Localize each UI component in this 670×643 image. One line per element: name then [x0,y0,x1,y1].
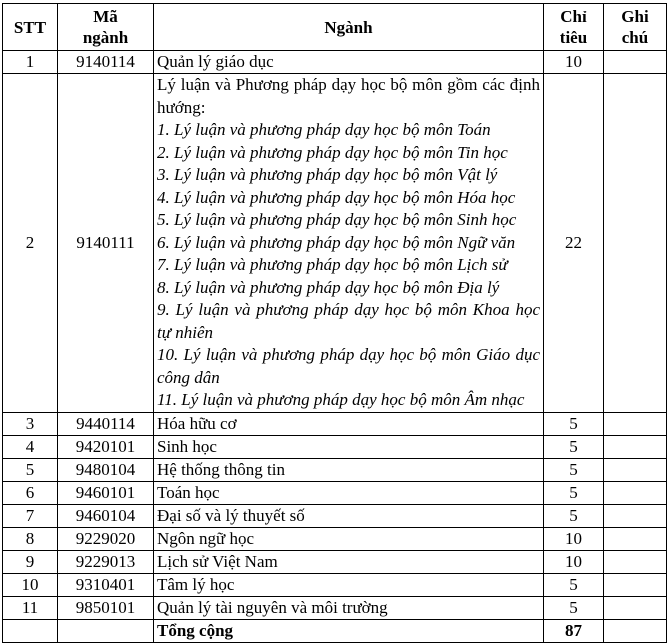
row-stt: 3 [3,412,58,435]
table-row [3,412,667,435]
row-code: 9460101 [58,481,154,504]
row-note [604,550,667,573]
row-code: 9440114 [58,412,154,435]
row-quota: 22 [544,74,604,413]
row-stt: 10 [3,573,58,596]
table-row [3,435,667,458]
row-note [604,412,667,435]
total-label: Tổng cộng [154,619,544,642]
row-code: 9140111 [58,74,154,413]
table-row [3,504,667,527]
row-code: 9310401 [58,573,154,596]
major-description: Lý luận và Phương pháp dạy học bộ môn gồm các định hướng: [157,75,540,117]
header-stt: STT [3,4,58,51]
row-quota: 10 [544,527,604,550]
header-quota: Chỉ tiêu [544,4,604,51]
row-note [604,481,667,504]
total-note [604,619,667,642]
row-note [604,596,667,619]
row-quota: 5 [544,481,604,504]
row-code: 9420101 [58,435,154,458]
row-major: Hệ thống thông tin [154,458,544,481]
row-note [604,74,667,413]
row-stt: 5 [3,458,58,481]
row-note [604,51,667,74]
row-stt: 8 [3,527,58,550]
row-major: Toán học [154,481,544,504]
table-row [3,74,667,413]
table-row [3,573,667,596]
total-quota: 87 [544,619,604,642]
orientation-item: 11. Lý luận và phương pháp dạy học bộ môn Âm nhạc [157,390,525,409]
row-code: 9480104 [58,458,154,481]
row-quota: 10 [544,550,604,573]
row-note [604,527,667,550]
row-major: Sinh học [154,435,544,458]
row-major: Lịch sử Việt Nam [154,550,544,573]
row-code: 9229020 [58,527,154,550]
row-stt: 1 [3,51,58,74]
orientation-item: 3. Lý luận và phương pháp dạy học bộ môn Vật lý [157,165,498,184]
row-quota: 5 [544,573,604,596]
row-quota: 5 [544,435,604,458]
row-code: 9229013 [58,550,154,573]
row-stt: 11 [3,596,58,619]
header-major-code: Mã ngành [58,4,154,51]
row-major: Đại số và lý thuyết số [154,504,544,527]
table-row [3,481,667,504]
row-major: Tâm lý học [154,573,544,596]
enrollment-quota-table [2,3,667,643]
orientation-item: 6. Lý luận và phương pháp dạy học bộ môn Ngữ văn [157,232,516,252]
orientation-item: 9. Lý luận và phương pháp dạy học bộ môn Khoa học tự nhiên [157,300,540,342]
row-code: 9460104 [58,504,154,527]
total-stt [3,619,58,642]
total-code [58,619,154,642]
row-stt: 9 [3,550,58,573]
table-row [3,51,667,74]
orientation-item: 8. Lý luận và phương pháp dạy học bộ môn Địa lý [157,277,500,297]
row-note [604,435,667,458]
table-row [3,550,667,573]
row-stt: 7 [3,504,58,527]
row-quota: 5 [544,596,604,619]
row-code: 9850101 [58,596,154,619]
header-major-name: Ngành [154,4,544,51]
table-row [3,596,667,619]
orientation-item: 4. Lý luận và phương pháp dạy học bộ môn Hóa học [157,187,516,207]
header-note: Ghi chú [604,4,667,51]
orientation-item: 7. Lý luận và phương pháp dạy học bộ môn Lịch sử [157,255,508,274]
orientation-item: 2. Lý luận và phương pháp dạy học bộ môn Tin học [157,142,508,162]
row-quota: 5 [544,504,604,527]
row-quota: 10 [544,51,604,74]
row-major: Quản lý giáo dục [154,51,544,74]
row-major: Ngôn ngữ học [154,527,544,550]
row-note [604,573,667,596]
orientation-item: 10. Lý luận và phương pháp dạy học bộ môn Giáo dục công dân [157,345,540,387]
orientation-item: 1. Lý luận và phương pháp dạy học bộ môn Toán [157,120,491,139]
row-code: 9140114 [58,51,154,74]
table-header-row [3,4,667,51]
row-stt: 6 [3,481,58,504]
row-quota: 5 [544,458,604,481]
row-quota: 5 [544,412,604,435]
row-note [604,504,667,527]
row-major [154,74,544,413]
table-row [3,458,667,481]
table-row [3,527,667,550]
row-stt: 4 [3,435,58,458]
orientation-item: 5. Lý luận và phương pháp dạy học bộ môn Sinh học [157,210,517,229]
total-row [3,619,667,642]
row-note [604,458,667,481]
row-stt: 2 [3,74,58,413]
row-major: Quản lý tài nguyên và môi trường [154,596,544,619]
row-major: Hóa hữu cơ [154,412,544,435]
